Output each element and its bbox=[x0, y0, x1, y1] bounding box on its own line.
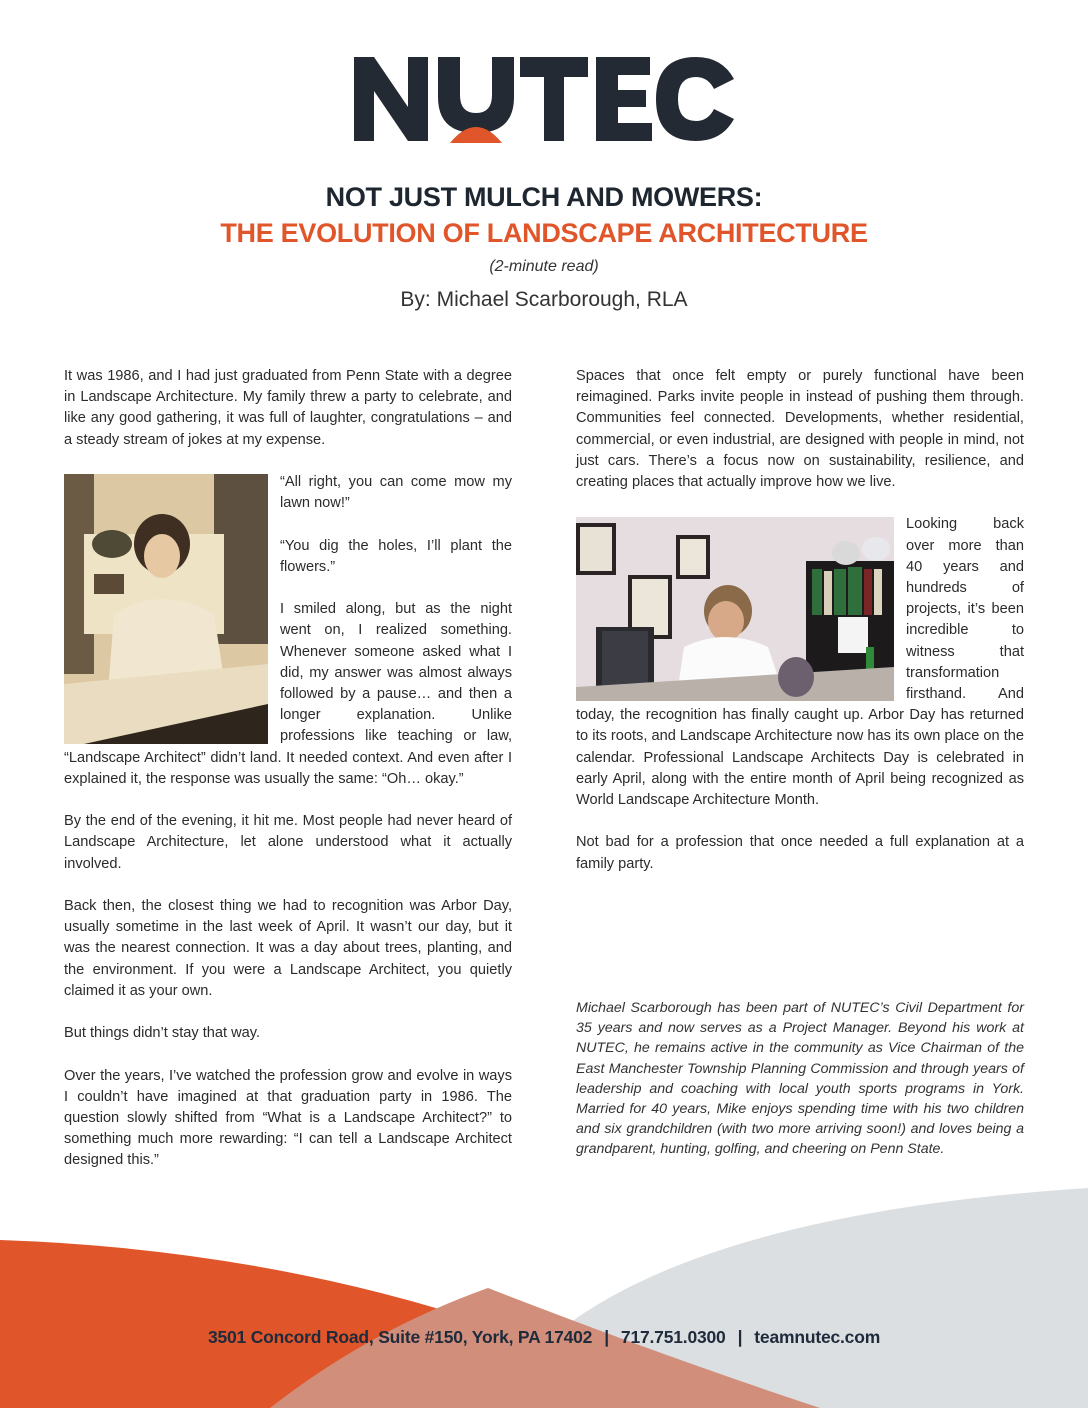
footer-website[interactable]: teamnutec.com bbox=[754, 1327, 881, 1347]
paragraph: But things didn’t stay that way. bbox=[64, 1025, 261, 1042]
paragraph: Back then, the closest thing we had to recognition was Arbor Day, usually sometime in the last week of April. It wasn’t our day, but it was the nearest connection. It was a day about trees, planting, and the environment. If you were a Landscape Architect, you quietly claimed it as your own. bbox=[64, 898, 512, 999]
photo-office-illustration bbox=[576, 517, 894, 701]
paragraph: “All right, you can come mow my lawn now!” bbox=[280, 474, 512, 512]
paragraph: It was 1986, and I had just graduated from Penn State with a degree in Landscape Architecture. My family threw a party to celebrate, and like any good gathering, it was full of laughter, congratulations – and a steady stream of jokes at my expense. bbox=[64, 368, 512, 448]
article-column-left bbox=[64, 366, 512, 1193]
paragraph: Not bad for a profession that once needed a full explanation at a family party. bbox=[576, 834, 1024, 872]
read-time: (2-minute read) bbox=[489, 258, 599, 275]
paragraph: “You dig the holes, I’ll plant the flowers.” bbox=[280, 537, 512, 575]
photo-office-portrait bbox=[576, 517, 894, 701]
paragraph: By the end of the evening, it hit me. Most people had never heard of Landscape Architecture, let alone understood what it actually involved. bbox=[64, 813, 512, 872]
author-bio: Michael Scarborough has been part of NUTEC’s Civil Department for 35 years and now serves as a Project Manager. Beyond his work at NUTEC, he remains active in the community as Vice Chairman of the East Manchester Township Planning Commission and through years of leadership and coaching with local youth sports programs in York. Married for 40 years, Mike enjoys spending time with his two children and six grandchildren (with two more arriving soon!) and loves being a grandparent, hunting, golfing, and cheering on Penn State. bbox=[576, 1000, 1024, 1158]
title-line-2: THE EVOLUTION OF LANDSCAPE ARCHITECTURE bbox=[220, 218, 868, 248]
logo-mark bbox=[352, 55, 736, 143]
footer-separator: | bbox=[737, 1327, 743, 1347]
footer-address: 3501 Concord Road, Suite #150, York, PA 17402 bbox=[207, 1327, 593, 1347]
byline: By: Michael Scarborough, RLA bbox=[400, 288, 688, 311]
footer-phone[interactable]: 717.751.0300 bbox=[620, 1327, 726, 1347]
footer-contact bbox=[0, 1327, 1088, 1348]
nutec-logo bbox=[352, 55, 736, 143]
title-line-1: NOT JUST MULCH AND MOWERS: bbox=[325, 182, 763, 212]
photo-young-graduate bbox=[64, 474, 268, 744]
footer-decorative-shapes bbox=[0, 1180, 1088, 1408]
article-column-right bbox=[576, 366, 1024, 896]
paragraph: Spaces that once felt empty or purely functional have been reimagined. Parks invite people in instead of pushing them through. Communities feel connected. Developments, whether residential, commercial, or even industrial, are designed with people in mind, not just cars. There’s a focus now on sustainability, resilience, and creating places that actually improve how we live. bbox=[576, 368, 1024, 491]
paragraph: Looking back over more than 40 years and hundreds of projects, it’s been incredible to witness that transformation firsthand. And today, the recognition has finally caught up. Arbor Day has returned to its roots, and Landscape Architecture now has its own place on the calendar. Professional Landscape Architects Day is celebrated in early April, along with the entire month of April being recognized as World Landscape Architecture Month. bbox=[576, 516, 1024, 809]
footer-separator: | bbox=[604, 1327, 609, 1347]
paragraph: Over the years, I’ve watched the profession grow and evolve in ways I couldn’t have imagined at that graduation party in 1986. The question slowly shifted from “What is a Landscape Architect?” to something much more rewarding: “I can tell a Landscape Architect designed this.” bbox=[64, 1067, 512, 1169]
photo-young-illustration bbox=[64, 474, 268, 744]
paragraph: I smiled along, but as the night went on, I realized something. Whenever someone asked what I did, my answer was almost always followed by a pause… and then a longer explanation. Unlike professions like teaching or law, “Landscape Architect” didn’t land. It needed context. And even after I explained it, the response was usually the same: “Oh… okay.” bbox=[64, 601, 512, 787]
